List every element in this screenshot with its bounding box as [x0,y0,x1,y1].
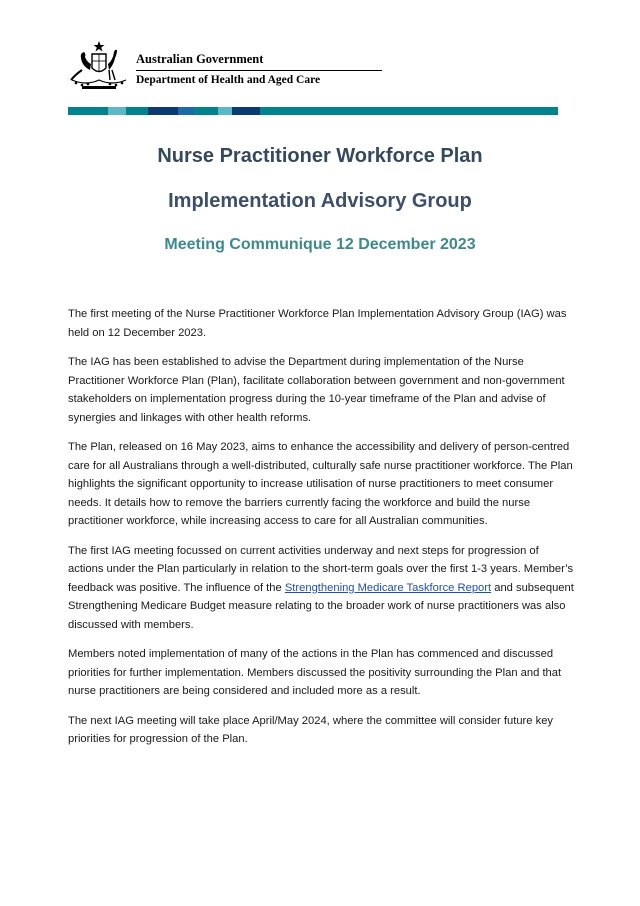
paragraph-text: The first IAG meeting focussed on current activities underway and next steps for progression of actions under the Plan particularly in relation to the short-term goals over the first 1-3 years. Member’s feedback was positive. The influence of the [68,544,574,594]
government-header [68,40,328,94]
paragraph: The Plan, released on 16 May 2023, aims to enhance the accessibility and delivery of person-centred care for all Australians through a well-distributed, culturally safe nurse practitioner workforce. The Plan highlights the significant opportunity to increase utilisation of nurse practitioners to meet consumer needs. It details how to remove the barriers currently facing the workforce and build the nurse practitioner workforce, while increasing access to care for all Australian communities. [68,441,573,527]
stripe-segment [148,107,178,115]
stripe-segment [218,107,232,115]
department-name: Department of Health and Aged Care [136,74,321,86]
stripe-segment [194,107,218,115]
taskforce-report-link[interactable]: Strengthening Medicare Taskforce Report [284,581,492,594]
stripe-segment [260,107,280,115]
stripe-segment [178,107,194,115]
stripe-segment [68,107,108,115]
communique-body [68,305,576,760]
paragraph: Members noted implementation of many of the actions in the Plan has commenced and discussed priorities for further implementation. Members discussed the positivity surrounding the Plan and that nurse practitioners are being considered and included more as a result. [68,648,562,697]
paragraph: The first meeting of the Nurse Practitioner Workforce Plan Implementation Advisory Group (IAG) was held on 12 December 2023. [68,308,567,339]
color-stripe [68,107,558,115]
paragraph-text: and subsequent Strengthening Medicare Budget measure relating to the broader work of nurse practitioners was also discussed with members. [68,581,574,631]
paragraph: The next IAG meeting will take place April/May 2024, where the committee will consider future key priorities for progression of the Plan. [68,714,554,745]
meeting-heading: Meeting Communique 12 December 2023 [164,236,476,253]
stripe-segment [280,107,558,115]
stripe-segment [108,107,126,115]
paragraph: The IAG has been established to advise the Department during implementation of the Nurse Practitioner Workforce Plan (Plan), facilitate collaboration between government and non-government stakeholders on implementation progress during the 10-year timeframe of the Plan and advise of synergies and linkages with other health reforms. [68,356,565,424]
coat-of-arms-icon [68,40,130,90]
document-title: Nurse Practitioner Workforce Plan [157,145,483,167]
header-divider [136,70,382,71]
paragraph [68,542,576,635]
org-name: Australian Government [136,52,264,66]
stripe-segment [232,107,260,115]
stripe-segment [126,107,148,115]
document-subtitle: Implementation Advisory Group [168,190,472,212]
